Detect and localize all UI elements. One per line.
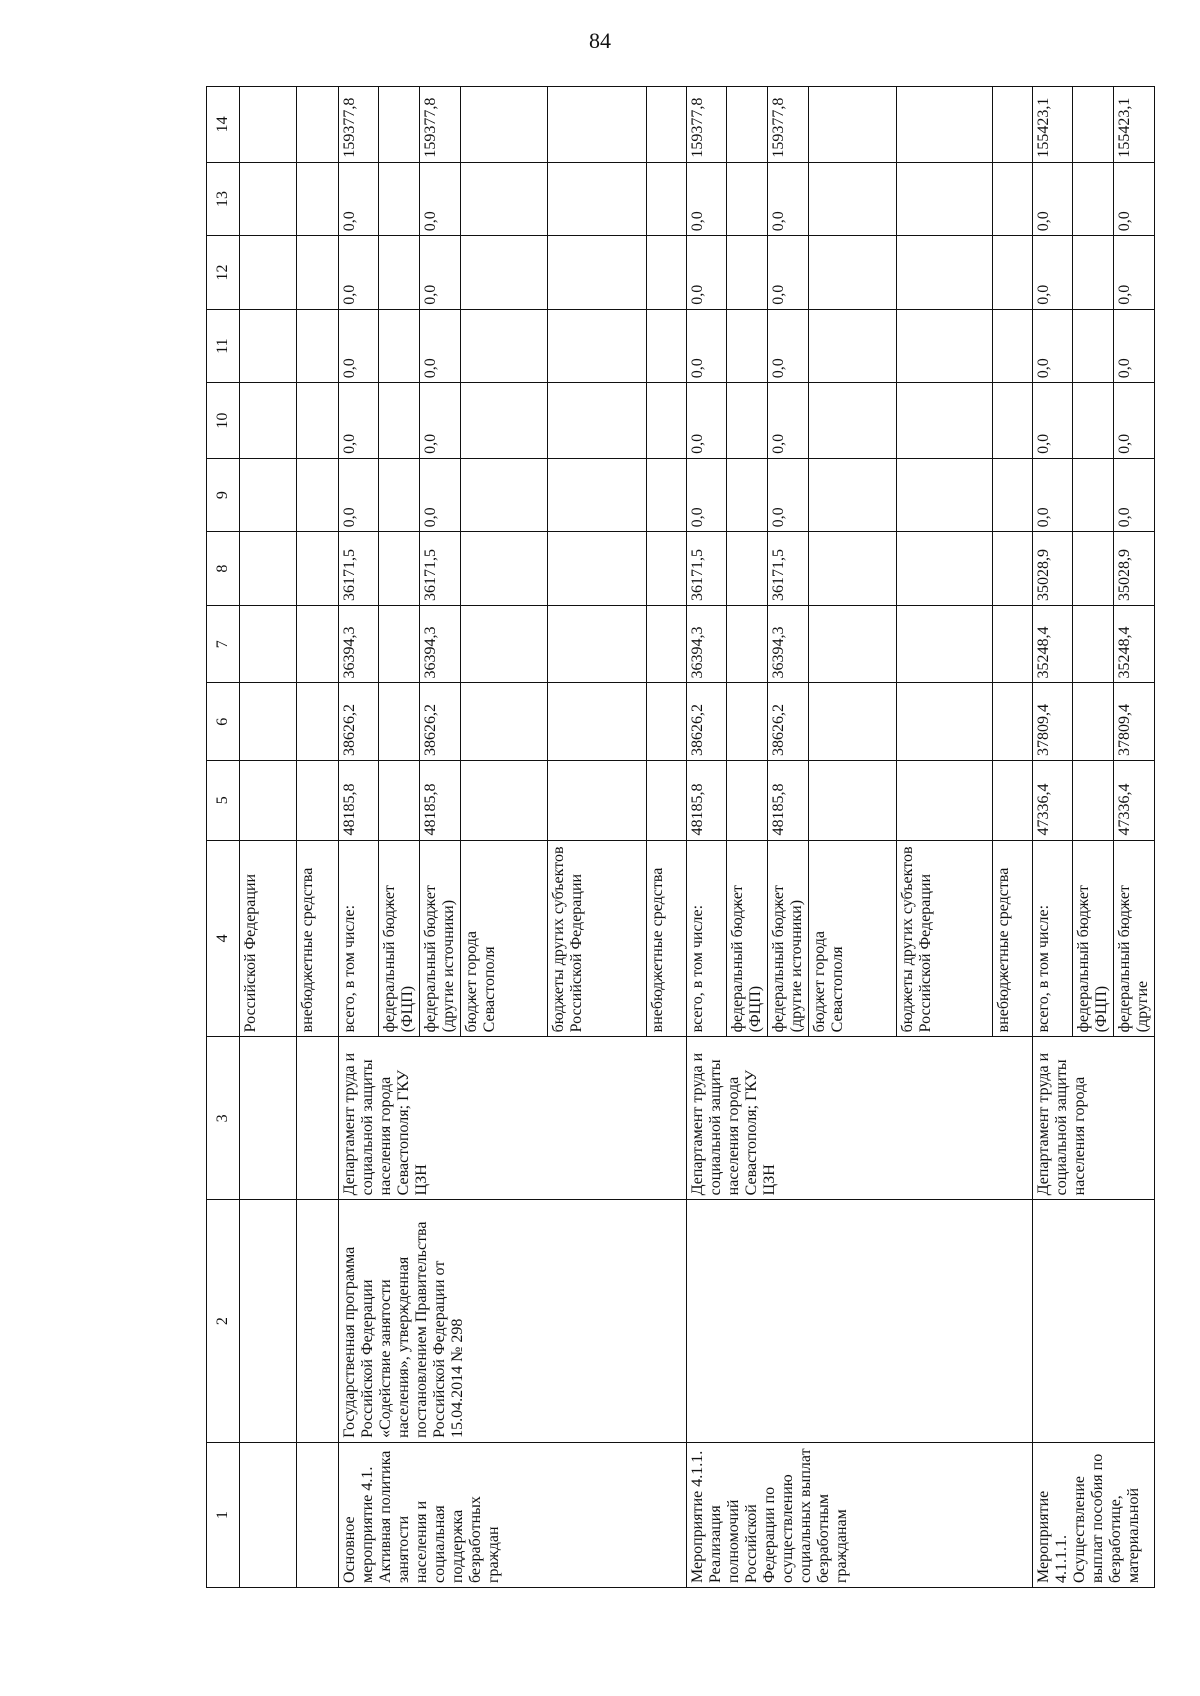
value-cell: 36171,5 (768, 532, 809, 606)
value-cell (548, 309, 647, 383)
value-cell (461, 532, 548, 606)
value-cell: 48185,8 (339, 761, 379, 841)
funding-source-cell: бюджеты других субъектов Российской Федерации (548, 840, 647, 1037)
funding-source-cell: федеральный бюджет (другие (1114, 840, 1155, 1037)
measure-cell (240, 1442, 297, 1587)
value-cell (993, 458, 1033, 532)
value-cell (993, 761, 1033, 841)
value-cell (809, 761, 897, 841)
value-cell: 0,0 (339, 458, 379, 532)
value-cell (548, 383, 647, 459)
funding-source-cell: федеральный бюджет (другие источники) (420, 840, 461, 1037)
value-cell (297, 532, 339, 606)
column-header-6: 6 (207, 683, 240, 761)
value-cell: 36171,5 (420, 532, 461, 606)
value-cell (993, 162, 1033, 236)
value-cell: 155423,1 (1033, 87, 1073, 163)
value-cell: 0,0 (339, 383, 379, 459)
value-cell (548, 683, 647, 761)
value-cell (240, 309, 297, 383)
funding-source-cell: федеральный бюджет (другие источники) (768, 840, 809, 1037)
value-cell: 38626,2 (687, 683, 727, 761)
column-header-9: 9 (207, 458, 240, 532)
value-cell (548, 458, 647, 532)
measure-cell: Мероприятие 4.1.1. Реализация полномочий Российской Федерации по осуществлению социальных выплат безработным гражданам (687, 1442, 1033, 1587)
column-header-4: 4 (207, 840, 240, 1037)
value-cell (897, 383, 993, 459)
value-cell: 47336,4 (1033, 761, 1073, 841)
value-cell (897, 87, 993, 163)
value-cell (647, 458, 687, 532)
value-cell: 159377,8 (768, 87, 809, 163)
value-cell (647, 683, 687, 761)
value-cell (647, 761, 687, 841)
value-cell (379, 605, 420, 683)
value-cell: 0,0 (420, 236, 461, 310)
value-cell (727, 87, 768, 163)
header-row (207, 87, 240, 1588)
value-cell: 37809,4 (1033, 683, 1073, 761)
value-cell (379, 458, 420, 532)
executor-cell: Департамент труда и социальной защиты населения города (1033, 1037, 1155, 1200)
value-cell (1073, 87, 1114, 163)
value-cell (240, 761, 297, 841)
value-cell: 36171,5 (687, 532, 727, 606)
value-cell: 0,0 (768, 458, 809, 532)
column-header-5: 5 (207, 761, 240, 841)
value-cell (1073, 761, 1114, 841)
column-header-14: 14 (207, 87, 240, 163)
funding-source-cell: всего, в том числе: (339, 840, 379, 1037)
value-cell: 0,0 (768, 383, 809, 459)
value-cell (647, 309, 687, 383)
value-cell: 0,0 (1114, 458, 1155, 532)
funding-source-cell: всего, в том числе: (1033, 840, 1073, 1037)
value-cell (379, 761, 420, 841)
value-cell: 48185,8 (687, 761, 727, 841)
value-cell (379, 236, 420, 310)
table-row (339, 87, 379, 1588)
value-cell (461, 761, 548, 841)
value-cell (1073, 162, 1114, 236)
value-cell (1073, 605, 1114, 683)
value-cell (727, 383, 768, 459)
value-cell (548, 236, 647, 310)
value-cell: 35028,9 (1033, 532, 1073, 606)
value-cell: 35248,4 (1114, 605, 1155, 683)
value-cell (379, 87, 420, 163)
executor-cell (297, 1037, 339, 1200)
value-cell (897, 162, 993, 236)
value-cell: 0,0 (1033, 383, 1073, 459)
value-cell (993, 605, 1033, 683)
table-row (687, 87, 727, 1588)
value-cell (379, 309, 420, 383)
value-cell (897, 532, 993, 606)
column-header-11: 11 (207, 309, 240, 383)
value-cell: 0,0 (420, 162, 461, 236)
value-cell (297, 458, 339, 532)
value-cell (461, 162, 548, 236)
value-cell (1073, 532, 1114, 606)
value-cell: 48185,8 (768, 761, 809, 841)
value-cell (297, 683, 339, 761)
value-cell (809, 236, 897, 310)
value-cell (461, 383, 548, 459)
value-cell: 159377,8 (687, 87, 727, 163)
value-cell (297, 162, 339, 236)
value-cell: 0,0 (687, 309, 727, 383)
funding-source-cell: внебюджетные средства (993, 840, 1033, 1037)
value-cell (379, 383, 420, 459)
value-cell: 0,0 (1033, 236, 1073, 310)
value-cell (548, 605, 647, 683)
value-cell: 0,0 (1033, 162, 1073, 236)
program-cell (240, 1200, 297, 1443)
value-cell (993, 683, 1033, 761)
value-cell: 35028,9 (1114, 532, 1155, 606)
value-cell (897, 683, 993, 761)
column-header-13: 13 (207, 162, 240, 236)
value-cell (647, 605, 687, 683)
value-cell (548, 87, 647, 163)
value-cell: 36394,3 (420, 605, 461, 683)
value-cell: 36394,3 (768, 605, 809, 683)
value-cell (809, 162, 897, 236)
value-cell (1073, 458, 1114, 532)
value-cell (897, 458, 993, 532)
value-cell: 38626,2 (339, 683, 379, 761)
measure-cell: Основное мероприятие 4.1. Активная политика занятости населения и социальная поддержка безработных граждан (339, 1442, 687, 1587)
program-cell (297, 1200, 339, 1443)
value-cell: 0,0 (420, 383, 461, 459)
funding-source-cell: Российской Федерации (240, 840, 297, 1037)
funding-source-cell: всего, в том числе: (687, 840, 727, 1037)
value-cell: 35248,4 (1033, 605, 1073, 683)
value-cell (240, 236, 297, 310)
measure-cell (297, 1442, 339, 1587)
value-cell: 0,0 (1114, 162, 1155, 236)
column-header-12: 12 (207, 236, 240, 310)
value-cell (809, 683, 897, 761)
value-cell (727, 605, 768, 683)
value-cell (240, 532, 297, 606)
value-cell (647, 162, 687, 236)
value-cell (461, 309, 548, 383)
value-cell (240, 383, 297, 459)
value-cell (297, 309, 339, 383)
value-cell: 0,0 (687, 383, 727, 459)
column-header-2: 2 (207, 1200, 240, 1443)
value-cell: 0,0 (1033, 458, 1073, 532)
funding-source-cell: федеральный бюджет (ФЦП) (379, 840, 420, 1037)
table-row (297, 87, 339, 1588)
value-cell (548, 162, 647, 236)
value-cell: 0,0 (687, 458, 727, 532)
measure-cell: Мероприятие 4.1.1.1. Осуществление выплат пособия по безработице, материальной (1033, 1442, 1155, 1587)
value-cell: 36171,5 (339, 532, 379, 606)
value-cell (461, 683, 548, 761)
executor-cell: Департамент труда и социальной защиты населения города Севастополя; ГКУ ЦЗН (339, 1037, 687, 1200)
value-cell (461, 458, 548, 532)
value-cell: 0,0 (420, 458, 461, 532)
page-number: 84 (589, 28, 611, 53)
table-row (240, 87, 297, 1588)
value-cell: 36394,3 (339, 605, 379, 683)
value-cell (809, 309, 897, 383)
value-cell (993, 532, 1033, 606)
table-body (240, 87, 1155, 1588)
table-row (1033, 87, 1073, 1588)
funding-source-cell: бюджеты других субъектов Российской Федерации (897, 840, 993, 1037)
value-cell: 0,0 (1114, 236, 1155, 310)
executor-cell: Департамент труда и социальной защиты населения города Севастополя; ГКУ ЦЗН (687, 1037, 1033, 1200)
value-cell: 36394,3 (687, 605, 727, 683)
value-cell (548, 532, 647, 606)
value-cell: 37809,4 (1114, 683, 1155, 761)
value-cell: 0,0 (420, 309, 461, 383)
value-cell: 47336,4 (1114, 761, 1155, 841)
value-cell: 155423,1 (1114, 87, 1155, 163)
value-cell: 0,0 (339, 309, 379, 383)
value-cell: 159377,8 (339, 87, 379, 163)
program-cell (687, 1200, 1033, 1443)
value-cell (809, 605, 897, 683)
value-cell (297, 761, 339, 841)
funding-source-cell: бюджет города Севастополя (809, 840, 897, 1037)
value-cell (727, 162, 768, 236)
value-cell (993, 236, 1033, 310)
value-cell: 0,0 (768, 236, 809, 310)
value-cell (461, 87, 548, 163)
value-cell (461, 236, 548, 310)
value-cell (240, 605, 297, 683)
program-cell (1033, 1200, 1155, 1443)
value-cell (727, 236, 768, 310)
value-cell (240, 683, 297, 761)
value-cell (727, 458, 768, 532)
value-cell: 0,0 (1114, 309, 1155, 383)
value-cell (461, 605, 548, 683)
value-cell (897, 605, 993, 683)
value-cell (1073, 383, 1114, 459)
value-cell: 0,0 (687, 236, 727, 310)
value-cell (897, 309, 993, 383)
budget-table (206, 86, 1155, 1588)
value-cell (727, 309, 768, 383)
value-cell (993, 309, 1033, 383)
value-cell (548, 761, 647, 841)
value-cell: 48185,8 (420, 761, 461, 841)
value-cell: 0,0 (339, 236, 379, 310)
value-cell (647, 236, 687, 310)
value-cell (297, 87, 339, 163)
value-cell (1073, 309, 1114, 383)
value-cell (379, 532, 420, 606)
value-cell (240, 87, 297, 163)
column-header-3: 3 (207, 1037, 240, 1200)
value-cell: 0,0 (1114, 383, 1155, 459)
funding-source-cell: бюджет города Севастополя (461, 840, 548, 1037)
value-cell (647, 383, 687, 459)
value-cell (809, 383, 897, 459)
value-cell (297, 605, 339, 683)
value-cell (297, 383, 339, 459)
value-cell (809, 532, 897, 606)
program-cell: Государственная программа Российской Федерации «Содействие занятости населения», утвержденная постановлением Правительства Российской Федерации от 15.04.2014 № 298 (339, 1200, 687, 1443)
value-cell (379, 683, 420, 761)
value-cell: 0,0 (768, 162, 809, 236)
value-cell: 0,0 (1033, 309, 1073, 383)
executor-cell (240, 1037, 297, 1200)
funding-source-cell: внебюджетные средства (647, 840, 687, 1037)
column-header-1: 1 (207, 1442, 240, 1587)
value-cell: 38626,2 (768, 683, 809, 761)
column-header-8: 8 (207, 532, 240, 606)
value-cell: 0,0 (687, 162, 727, 236)
funding-source-cell: федеральный бюджет (ФЦП) (1073, 840, 1114, 1037)
value-cell (809, 87, 897, 163)
value-cell (897, 761, 993, 841)
value-cell (1073, 683, 1114, 761)
value-cell: 38626,2 (420, 683, 461, 761)
value-cell (993, 87, 1033, 163)
column-header-7: 7 (207, 605, 240, 683)
column-header-10: 10 (207, 383, 240, 459)
value-cell (647, 532, 687, 606)
value-cell: 0,0 (339, 162, 379, 236)
value-cell (727, 761, 768, 841)
value-cell (297, 236, 339, 310)
table-header (207, 87, 240, 1588)
value-cell: 0,0 (768, 309, 809, 383)
value-cell (727, 683, 768, 761)
value-cell (647, 87, 687, 163)
value-cell (240, 458, 297, 532)
funding-source-cell: федеральный бюджет (ФЦП) (727, 840, 768, 1037)
value-cell (1073, 236, 1114, 310)
funding-source-cell: внебюджетные средства (297, 840, 339, 1037)
value-cell: 159377,8 (420, 87, 461, 163)
value-cell (809, 458, 897, 532)
value-cell (379, 162, 420, 236)
value-cell (993, 383, 1033, 459)
value-cell (897, 236, 993, 310)
value-cell (240, 162, 297, 236)
value-cell (727, 532, 768, 606)
